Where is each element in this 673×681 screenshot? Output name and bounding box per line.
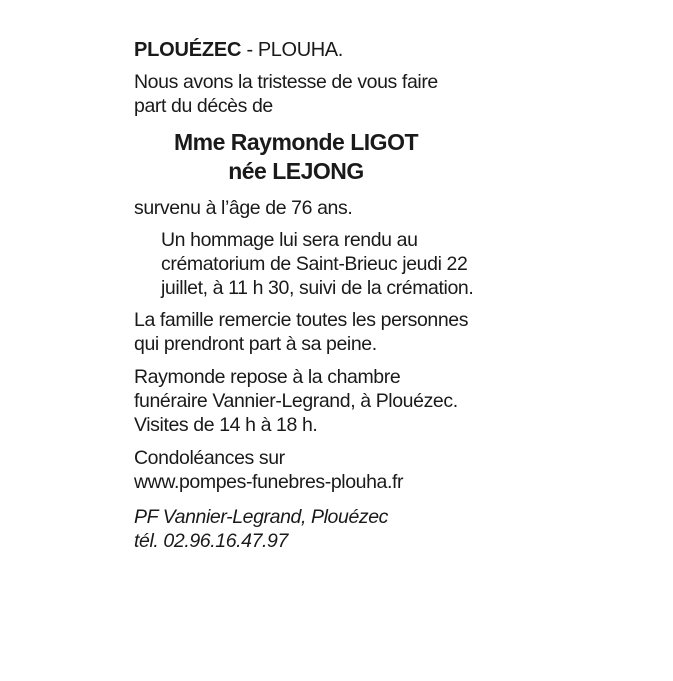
condolences-label: Condoléances sur — [134, 447, 285, 469]
town-primary: PLOUÉZEC — [134, 39, 242, 61]
repose-text: Raymonde repose à la chambre funéraire Vannier-Legrand, à Plouézec. Visites de 14 h à 18 h. — [134, 366, 458, 436]
thanks-text: La famille remercie toutes les personnes qui prendront part à sa peine. — [134, 309, 469, 355]
age-text: survenu à l’âge de 76 ans. — [134, 197, 353, 219]
location-header — [134, 38, 474, 62]
obituary-notice — [134, 38, 474, 553]
deceased-name: Mme Raymonde LIGOT — [173, 129, 419, 155]
tribute-text: Un hommage lui sera rendu au crématorium de Saint-Brieuc jeudi 22 juillet, à 11 h 30, suivi de la crémation. — [161, 229, 474, 299]
funeral-home-name: PF Vannier-Legrand, Plouézec — [134, 506, 389, 528]
deceased-name-block — [134, 128, 474, 186]
condolences-url: www.pompes-funebres-plouha.fr — [134, 471, 404, 493]
funeral-home-signature — [134, 505, 474, 553]
town-secondary: - PLOUHA. — [241, 39, 343, 61]
funeral-home-phone: tél. 02.96.16.47.97 — [134, 530, 288, 552]
deceased-maiden-name: née LEJONG — [228, 158, 364, 184]
intro-text: Nous avons la tristesse de vous faire part du décès de — [134, 71, 438, 117]
condolences-block — [134, 446, 474, 494]
